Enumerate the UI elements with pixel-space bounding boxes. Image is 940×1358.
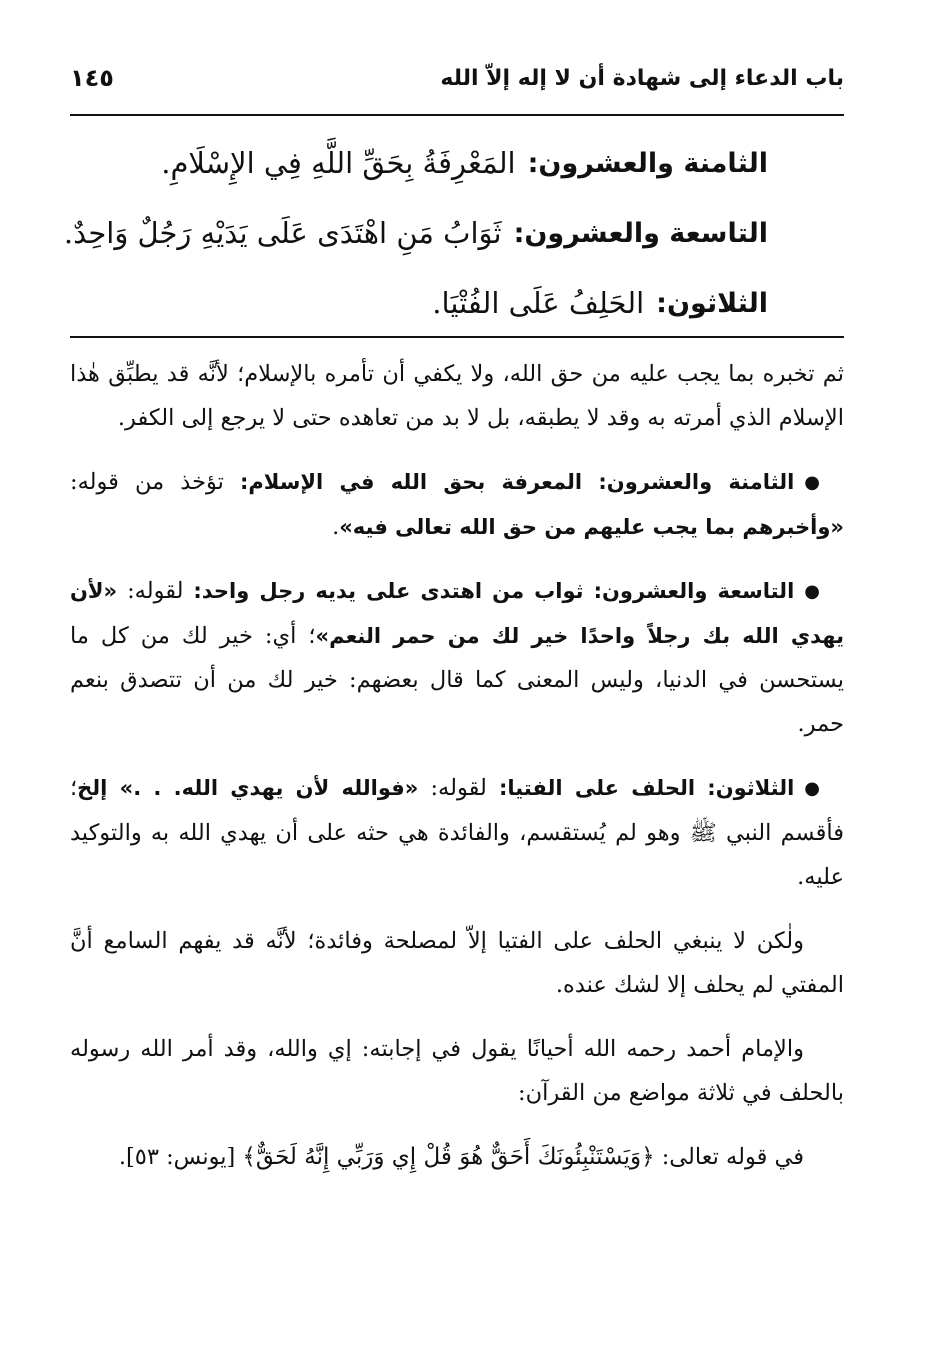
issue-text: تؤخذ من قوله: <box>70 469 240 495</box>
section-rule <box>70 336 844 338</box>
paragraph-issue-29 <box>70 569 844 746</box>
chapter-title: باب الدعاء إلى شهادة أن لا إله إلاّ الله <box>440 65 844 91</box>
header-rule <box>70 114 844 116</box>
page-number: ١٤٥ <box>70 64 114 92</box>
summary-label: الثامنة والعشرون: <box>527 147 768 179</box>
hadith-quote: «فوالله لأن يهدي الله. . .» إلخ <box>77 776 419 800</box>
bullet-icon: ● <box>804 778 820 799</box>
summary-text: الحَلِفُ عَلَى الفُتْيَا. <box>432 286 645 320</box>
paragraph-quran-verse <box>70 1135 844 1179</box>
issue-text-end: . <box>332 514 340 540</box>
summary-line-29 <box>63 198 768 268</box>
bullet-icon: ● <box>804 472 821 493</box>
hadith-quote: «لأن يهدي الله بك رجلاً واحدًا خير لك من حمر النعم» <box>70 579 845 648</box>
issue-text-rest: ؛ فأقسم النبي ﷺ وهو لم يُستقسم، والفائدة هي حثه على أن يهدي الله به والتوكيد عليه. <box>70 775 844 890</box>
hadith-quote: «وأخبرهم بما يجب عليهم من حق الله تعالى فيه» <box>339 515 844 539</box>
commentary-body <box>70 352 844 1199</box>
paragraph-issue-28 <box>70 460 844 549</box>
verse-reference: [يونس: ٥٣]. <box>118 1144 243 1170</box>
issue-text: لقوله: <box>418 775 499 801</box>
running-header <box>70 58 844 98</box>
issue-text: لقوله: <box>117 578 194 604</box>
paragraph-oath-caution: ولٰكن لا ينبغي الحلف على الفتيا إلاّ لمصلحة وفائدة؛ لأنَّه قد يفهم السامع أنَّ المفتي لم يحلف إلا لشك عنده. <box>70 928 844 998</box>
issues-summary <box>63 128 768 338</box>
issue-text-rest: ؛ أي: خير لك من كل ما يستحسن في الدنيا، وليس المعنى كما قال بعضهم: خير لك من أن تتصدق بنعم حمر. <box>70 623 844 737</box>
issue-heading: الثلاثون: الحلف على الفتيا: <box>498 776 795 800</box>
summary-label: الثلاثون: <box>656 287 768 319</box>
issue-heading: التاسعة والعشرون: ثواب من اهتدى على يديه رجل واحد: <box>193 579 795 603</box>
summary-text: المَعْرِفَةُ بِحَقِّ اللَّهِ فِي الإِسْلَامِ. <box>161 146 516 180</box>
summary-label: التاسعة والعشرون: <box>513 217 768 249</box>
paragraph-issue-30 <box>70 766 844 899</box>
paragraph-imam-ahmad: والإمام أحمد رحمه الله أحيانًا يقول في إجابته: إي والله، وقد أمر الله رسوله بالحلف في ثلاثة مواضع من القرآن: <box>70 1036 844 1106</box>
verse-lead: في قوله تعالى: <box>654 1144 804 1170</box>
summary-line-28 <box>70 128 768 198</box>
summary-text: ثَوَابُ مَنِ اهْتَدَى عَلَى يَدَيْهِ رَجُلٌ وَاحِدٌ. <box>63 216 502 250</box>
bullet-icon: ● <box>804 581 820 602</box>
summary-line-30 <box>70 268 768 338</box>
quran-verse: ﴿وَيَسْتَنْبِئُونَكَ أَحَقٌّ هُوَ قُلْ إِي وَرَبِّي إِنَّهُ لَحَقٌّ﴾ <box>242 1144 655 1170</box>
issue-heading: الثامنة والعشرون: المعرفة بحق الله في الإسلام: <box>239 470 795 494</box>
paragraph-intro: ثم تخبره بما يجب عليه من حق الله، ولا يكفي أن تأمره بالإسلام؛ لأنَّه قد يطبِّق هٰذا الإسلام الذي أمرته به وقد لا يطبقه، بل لا بد من تعاهده حتى لا يرجع إلى الكفر. <box>70 361 844 431</box>
